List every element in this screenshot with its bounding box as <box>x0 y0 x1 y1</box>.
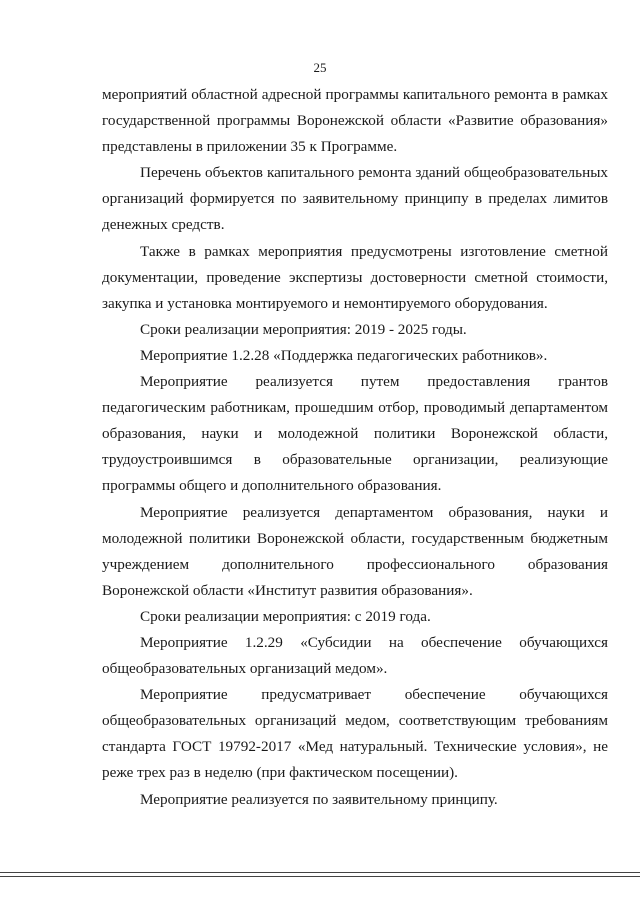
paragraph-honey-provision: Мероприятие предусматривает обеспечение обучающихся общеобразовательных организаций медом, соответствующим требованиям стандарта ГОСТ 19792-2017 «Мед натуральный. Технические условия», не реже трех раз в неделю (при фактическом посещении). <box>102 686 608 782</box>
paragraph-estimate-documentation: Также в рамках мероприятия предусмотрены изготовление сметной документации, проведение экспертизы достоверности сметной стоимости, закупка и установка монтируемого и немонтируемого оборудования. <box>102 242 608 312</box>
paragraph-implementation-start: Сроки реализации мероприятия: с 2019 года. <box>140 607 431 625</box>
document-body <box>102 82 608 813</box>
paragraph-continuation: мероприятий областной адресной программы капитального ремонта в рамках государственной программы Воронежской области «Развитие образования» представлены в приложении 35 к Программе. <box>102 86 608 156</box>
paragraph-object-list: Перечень объектов капитального ремонта зданий общеобразовательных организаций формируется по заявительному принципу в пределах лимитов денежных средств. <box>102 164 608 234</box>
paragraph-implementation-period: Сроки реализации мероприятия: 2019 - 2025 годы. <box>140 320 467 338</box>
footer-rule-secondary <box>0 876 640 877</box>
paragraph-application-principle: Мероприятие реализуется по заявительному принципу. <box>140 790 498 808</box>
paragraph-grants-description: Мероприятие реализуется путем предоставления грантов педагогическим работникам, прошедшим отбор, проводимый департаментом образования, науки и молодежной политики Воронежской области, трудоустроившимся в образовательные организации, реализующие программы общего и дополнительного образования. <box>102 373 608 495</box>
paragraph-measure-heading-1-2-28: Мероприятие 1.2.28 «Поддержка педагогических работников». <box>140 346 548 364</box>
paragraph-measure-heading-1-2-29: Мероприятие 1.2.29 «Субсидии на обеспечение обучающихся общеобразовательных организаций медом». <box>102 633 608 678</box>
footer-rule <box>0 872 640 873</box>
page-number: 25 <box>313 60 327 75</box>
paragraph-implementers: Мероприятие реализуется департаментом образования, науки и молодежной политики Воронежской области, государственным бюджетным учреждением дополнительного профессионального образования Воронежской области «Институт развития образования». <box>102 503 608 599</box>
